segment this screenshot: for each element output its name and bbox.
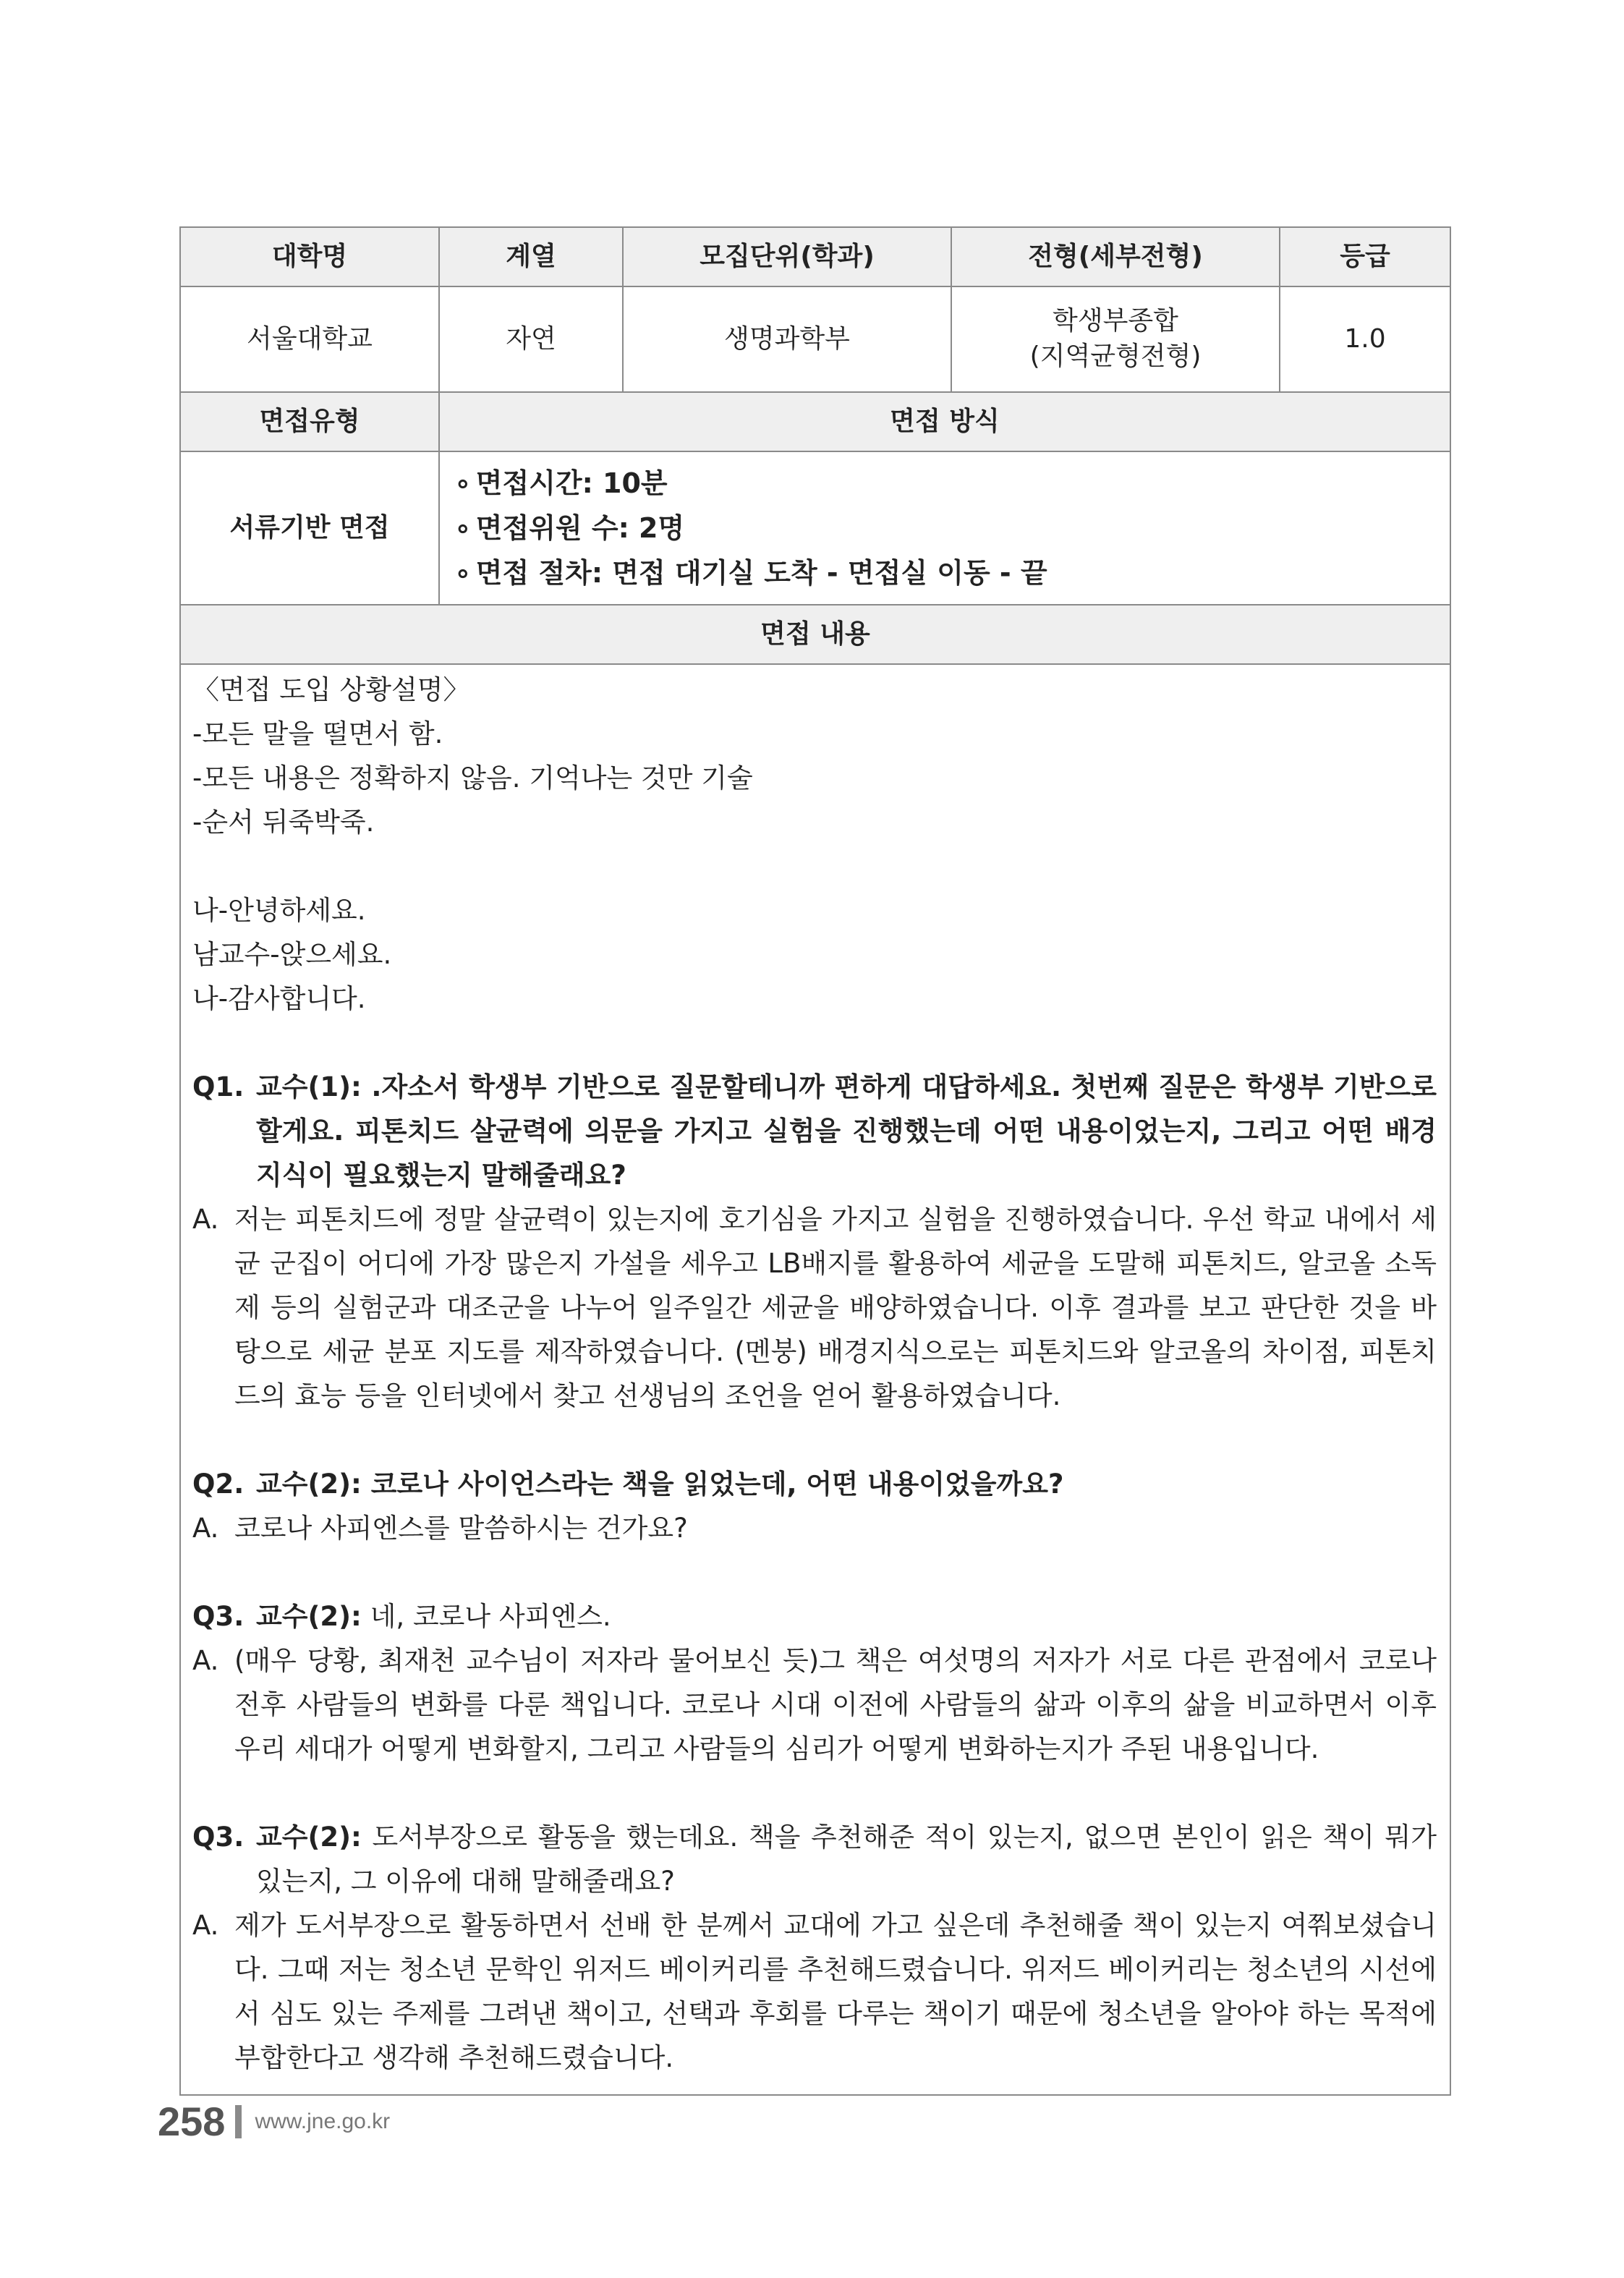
question-prefix: Q2. <box>192 1469 245 1500</box>
answer-prefix: A. <box>192 1513 219 1544</box>
header-department: 모집단위(학과) <box>623 227 951 286</box>
question-3 <box>192 1594 1437 1639</box>
intro-line: -모든 내용은 정확하지 않음. 기억나는 것만 기술 <box>192 762 753 794</box>
cell-department: 생명과학부 <box>623 286 951 392</box>
question-prefix: Q3. <box>192 1601 245 1632</box>
question-label: 교수(2): <box>256 1601 362 1632</box>
method-item: ∘ 면접위원 수: 2명 <box>454 506 1450 551</box>
header-admission: 전형(세부전형) <box>951 227 1280 286</box>
page-number: 258 <box>158 2099 226 2144</box>
intro-line: -모든 말을 떨면서 함. <box>192 718 443 749</box>
question-text: 교수(2): 코로나 사이언스라는 책을 읽었는데, 어떤 내용이었을까요? <box>256 1469 1064 1500</box>
admission-line1: 학생부종합 <box>1053 306 1178 336</box>
header-interview-content: 면접 내용 <box>180 605 1450 664</box>
answer-4 <box>192 1903 1437 2080</box>
question-1 <box>192 1065 1437 1197</box>
question-text: 교수(1): .자소서 학생부 기반으로 질문할테니까 편하게 대답하세요. 첫번째 질문은 학생부 기반으로 할게요. 피톤치드 살균력에 의문을 가지고 실험을 진행했는데 어떤 내용이었는지, 그리고 어떤 배경지식이 필요했는지 말해줄래요? <box>256 1071 1437 1191</box>
question-prefix: Q1. <box>192 1071 245 1102</box>
answer-prefix: A. <box>192 1910 219 1941</box>
answer-1 <box>192 1197 1437 1418</box>
footer-url: www.jne.go.kr <box>255 2109 391 2133</box>
cell-interview-method <box>439 451 1450 605</box>
answer-3 <box>192 1639 1437 1771</box>
question-4 <box>192 1815 1437 1903</box>
greeting-line: 남교수-앉으세요. <box>192 939 392 970</box>
header-track: 계열 <box>439 227 623 286</box>
cell-interview-type: 서류기반 면접 <box>180 451 439 605</box>
cell-track: 자연 <box>439 286 623 392</box>
interview-table <box>179 226 1451 2096</box>
header-interview-method: 면접 방식 <box>439 392 1450 451</box>
greeting-line: 나-감사합니다. <box>192 983 366 1014</box>
answer-2 <box>192 1506 1437 1550</box>
interview-content <box>180 664 1450 2095</box>
cell-university: 서울대학교 <box>180 286 439 392</box>
answer-text: 코로나 사피엔스를 말씀하시는 건가요? <box>234 1513 688 1544</box>
page-footer <box>158 2098 390 2145</box>
question-text: 네, 코로나 사피엔스. <box>361 1601 611 1632</box>
method-item: ∘ 면접시간: 10분 <box>454 461 1450 506</box>
method-list <box>440 461 1450 595</box>
header-university: 대학명 <box>180 227 439 286</box>
admission-line2: (지역균형전형) <box>1029 341 1202 371</box>
answer-text: 제가 도서부장으로 활동하면서 선배 한 분께서 교대에 가고 싶은데 추천해줄 책이 있는지 여쭤보셨습니다. 그때 저는 청소년 문학인 위저드 베이커리를 추천해드렸습니다. 위저드 베이커리는 청소년의 시선에서 심도 있는 주제를 그려낸 책이고, 선택과 후회를 다루는 책이기 때문에 청소년을 알아야 하는 목적에 부합한다고 생각해 추천해드렸습니다. <box>234 1910 1437 2073</box>
cell-admission <box>951 286 1280 392</box>
greeting-line: 나-안녕하세요. <box>192 895 366 926</box>
answer-prefix: A. <box>192 1204 219 1235</box>
intro-line: -순서 뒤죽박죽. <box>192 807 375 838</box>
cell-grade: 1.0 <box>1280 286 1450 392</box>
answer-text: (매우 당황, 최재천 교수님이 저자라 물어보신 듯)그 책은 여섯명의 저자가 서로 다른 관점에서 코로나 전후 사람들의 변화를 다룬 책입니다. 코로나 시대 이전에 사람들의 삶과 이후의 삶을 비교하면서 이후 우리 세대가 어떻게 변화할지, 그리고 사람들의 심리가 어떻게 변화하는지가 주된 내용입니다. <box>234 1645 1437 1764</box>
question-text: 도서부장으로 활동을 했는데요. 책을 추천해준 적이 있는지, 없으면 본인이 읽은 책이 뭐가 있는지, 그 이유에 대해 말해줄래요? <box>256 1822 1437 1897</box>
header-grade: 등급 <box>1280 227 1450 286</box>
header-interview-type: 면접유형 <box>180 392 439 451</box>
question-2 <box>192 1462 1437 1506</box>
question-label: 교수(2): <box>256 1822 362 1853</box>
answer-text: 저는 피톤치드에 정말 살균력이 있는지에 호기심을 가지고 실험을 진행하였습니다. 우선 학교 내에서 세균 군집이 어디에 가장 많은지 가설을 세우고 LB배지를 활용하여 세균을 도말해 피톤치드, 알코올 소독제 등의 실험군과 대조군을 나누어 일주일간 세균을 배양하였습니다. 이후 결과를 보고 판단한 것을 바탕으로 세균 분포 지도를 제작하였습니다. (멘붕) 배경지식으로는 피톤치드와 알코올의 차이점, 피톤치드의 효능 등을 인터넷에서 찾고 선생님의 조언을 얻어 활용하였습니다. <box>234 1204 1437 1411</box>
method-item: ∘ 면접 절차: 면접 대기실 도착 - 면접실 이동 - 끝 <box>454 551 1450 595</box>
footer-divider <box>235 2105 242 2138</box>
answer-prefix: A. <box>192 1645 219 1676</box>
question-prefix: Q3. <box>192 1822 245 1853</box>
intro-title: 〈면접 도입 상황설명〉 <box>192 674 470 705</box>
